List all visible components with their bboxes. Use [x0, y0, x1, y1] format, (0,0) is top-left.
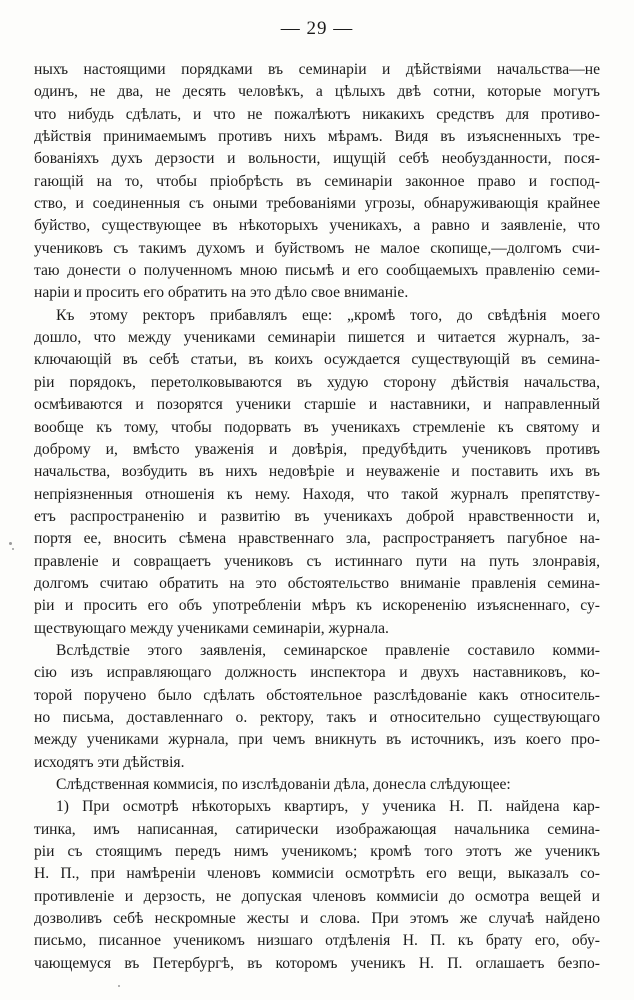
text-line: доброму и, вмѣсто уваженія и довѣрія, предубѣдить учениковъ противъ — [34, 440, 600, 458]
text-line: дошло, что между учениками семинаріи пишется и читается журналъ, за- — [34, 329, 600, 347]
text-line: етъ распространенію и развитію въ ученикахъ доброй нравственности и, — [34, 507, 600, 525]
text-line: Слѣдственная коммисія, по изслѣдованіи дѣла, донесла слѣдующее: — [56, 776, 511, 793]
text-line: Н. П., при намѣреніи членовъ коммисіи осмотрѣть его вещи, выказалъ со- — [34, 865, 600, 883]
text-line: чающемуся въ Петербургѣ, въ которомъ ученикъ Н. П. оглашаетъ безпо- — [34, 954, 600, 972]
text-line: вообще къ тому, чтобы подорвать въ ученикахъ стремленіе къ святому и — [34, 418, 600, 436]
text-line: исходятъ эти дѣйствія. — [34, 753, 185, 771]
text-line: одинъ, не два, не десять человѣкъ, а цѣлыхъ двѣ сотни, которые могутъ — [34, 83, 600, 101]
text-line: письмо, писанное ученикомъ низшаго отдѣленія Н. П. къ брату его, обу- — [34, 932, 600, 950]
text-line: непріязненныя отношенія къ нему. Находя, что такой журналъ препятству- — [34, 485, 600, 503]
text-line: ріи съ стоящимъ передъ нимъ ученикомъ; кромѣ того этотъ же ученикъ — [34, 843, 600, 861]
text-line: ключающій въ себѣ статьи, въ коихъ осуждается существующій въ семина- — [34, 351, 600, 369]
text-line: Вслѣдствіе этого заявленія, семинарское правленіе составило комми- — [56, 641, 600, 659]
text-line: противленіе и дерзость, не допуская членовъ коммисіи до осмотра вещей и — [34, 887, 600, 905]
text-line: портя ее, вносить сѣмена нравственнаго зла, распространяетъ пагубное на- — [34, 530, 600, 548]
text-line: дозволивъ себѣ нескромные жесты и слова. При этомъ же случаѣ найдено — [34, 910, 600, 928]
text-line: но письма, доставленнаго о. ректору, такъ и относительно существующаго — [34, 708, 600, 726]
text-line: Къ этому ректоръ прибавлялъ еще: „кромѣ того, до свѣдѣнія моего — [56, 306, 600, 324]
text-line: правленіе и совращаетъ учениковъ съ истиннаго пути на путь злонравія, — [34, 552, 600, 570]
text-line: ство, и соединенныя съ оными требованіями угрозы, обнаруживающія крайнее — [34, 195, 600, 213]
text-line: наріи и просить его обратить на это дѣло свое вниманіе. — [34, 284, 409, 302]
text-line: таю донести о полученномъ мною письмѣ и его сообщаемыхъ правленію семи- — [34, 262, 600, 280]
text-line: ріи порядокъ, перетолковываются въ худую сторону дѣйствія начальства, — [34, 373, 600, 391]
body-text — [34, 59, 600, 975]
text-line: ныхъ настоящими порядками въ семинаріи и дѣйствіями начальства—не — [34, 61, 600, 78]
text-line: бованіяхъ духъ дерзости и вольности, ищущій себѣ необузданности, пося- — [34, 150, 600, 168]
paper-speck — [118, 985, 120, 987]
text-line: сію изъ исправляющаго должность инспектора и двухъ наставниковъ, ко- — [34, 664, 600, 682]
text-line: ществующаго между учениками семинаріи, журнала. — [34, 619, 389, 637]
text-line: начальства, возбудить въ нихъ недовѣріе и неуваженіе и поставить ихъ въ — [34, 463, 600, 481]
text-line: дѣйствія принимаемымъ противъ нихъ мѣрамъ. Видя въ изъясненныхъ тре- — [34, 128, 600, 146]
paper-speck — [9, 542, 12, 545]
page-number: — 29 — — [280, 18, 354, 39]
text-line: тинка, имъ написанная, сатирически изображающая начальника семина- — [34, 820, 600, 838]
text-line: между учениками журнала, при чемъ вникнуть въ источникъ, изъ коего про- — [34, 731, 600, 749]
text-line: буйство, существующее въ нѣкоторыхъ ученикахъ, а равно и заявленіе, что — [34, 217, 600, 235]
text-line: долгомъ считаю обратить на это обстоятельство вниманіе правленія семина- — [34, 574, 600, 592]
text-line: гающій на то, чтобы пріобрѣсть въ семинаріи законное право и господ- — [34, 172, 600, 190]
text-line: осмѣиваются и позорятся ученики старшіе и наставники, и направленный — [34, 396, 600, 414]
text-line: ріи и просить его объ употребленіи мѣръ къ искорененію изъясненнаго, су- — [34, 597, 600, 615]
text-line: 1) При осмотрѣ нѣкоторыхъ квартиръ, у ученика Н. П. найдена кар- — [56, 798, 600, 816]
text-line: торой поручено было сдѣлать обстоятельное разслѣдованіе какъ относитель- — [34, 686, 600, 704]
paper-speck — [12, 548, 14, 550]
text-line: что нибудь сдѣлать, и что не пожалѣютъ никакихъ средствъ для противо- — [34, 105, 600, 123]
text-line: учениковъ съ такимъ духомъ и буйствомъ не малое скопище,—долгомъ счи- — [34, 239, 600, 257]
